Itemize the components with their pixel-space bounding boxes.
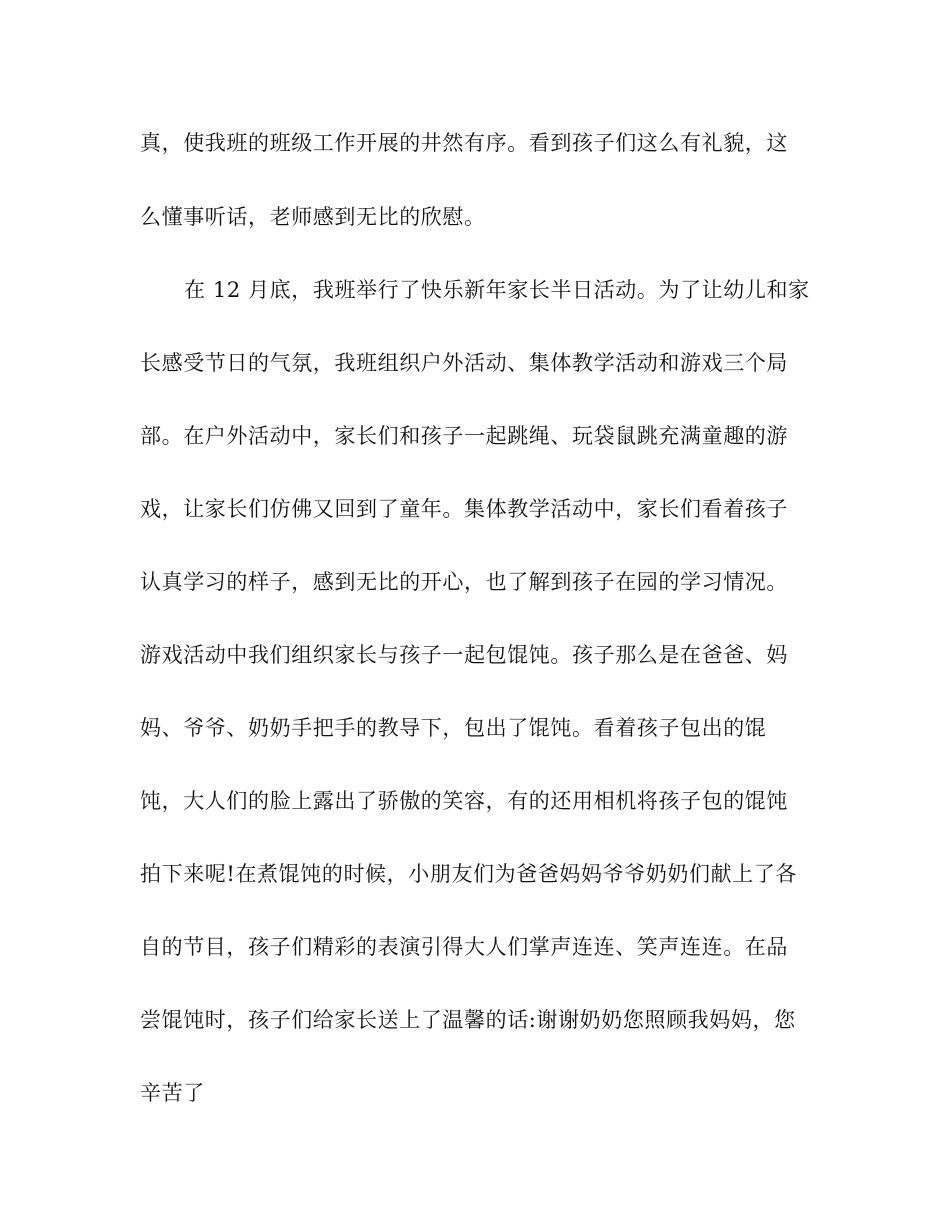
text-line: 么懂事听话，老师感到无比的欣慰。 bbox=[140, 205, 486, 229]
text-line: 妈、爷爷、奶奶手把手的教导下，包出了馄饨。看着孩子包出的馄 bbox=[140, 716, 767, 740]
text-line: 自的节目，孩子们精彩的表演引得大人们掌声连连、笑声连连。在品 bbox=[140, 935, 788, 959]
text-line: 游戏活动中我们组织家长与孩子一起包馄饨。孩子那么是在爸爸、妈 bbox=[140, 643, 788, 667]
text-line: 饨，大人们的脸上露出了骄傲的笑容，有的还用相机将孩子包的馄饨 bbox=[140, 789, 788, 813]
text-line: 戏，让家长们仿佛又回到了童年。集体教学活动中，家长们看着孩子 bbox=[140, 497, 788, 521]
text-line: 尝馄饨时，孩子们给家长送上了温馨的话:谢谢奶奶您照顾我妈妈，您 bbox=[140, 1008, 796, 1032]
text-line: 长感受节日的气氛，我班组织户外活动、集体教学活动和游戏三个局 bbox=[140, 351, 788, 375]
text-line: 部。在户外活动中，家长们和孩子一起跳绳、玩袋鼠跳充满童趣的游 bbox=[140, 424, 788, 448]
text-line: 拍下来呢!在煮馄饨的时候，小朋友们为爸爸妈妈爷爷奶奶们献上了各 bbox=[140, 862, 798, 886]
text-line: 真，使我班的班级工作开展的井然有序。看到孩子们这么有礼貌，这 bbox=[140, 131, 788, 155]
text-line: 辛苦了 bbox=[140, 1081, 205, 1105]
paragraph-first-line: 在 12 月底，我班举行了快乐新年家长半日活动。为了让幼儿和家 bbox=[184, 278, 810, 302]
text-line: 认真学习的样子，感到无比的开心，也了解到孩子在园的学习情况。 bbox=[140, 570, 788, 594]
